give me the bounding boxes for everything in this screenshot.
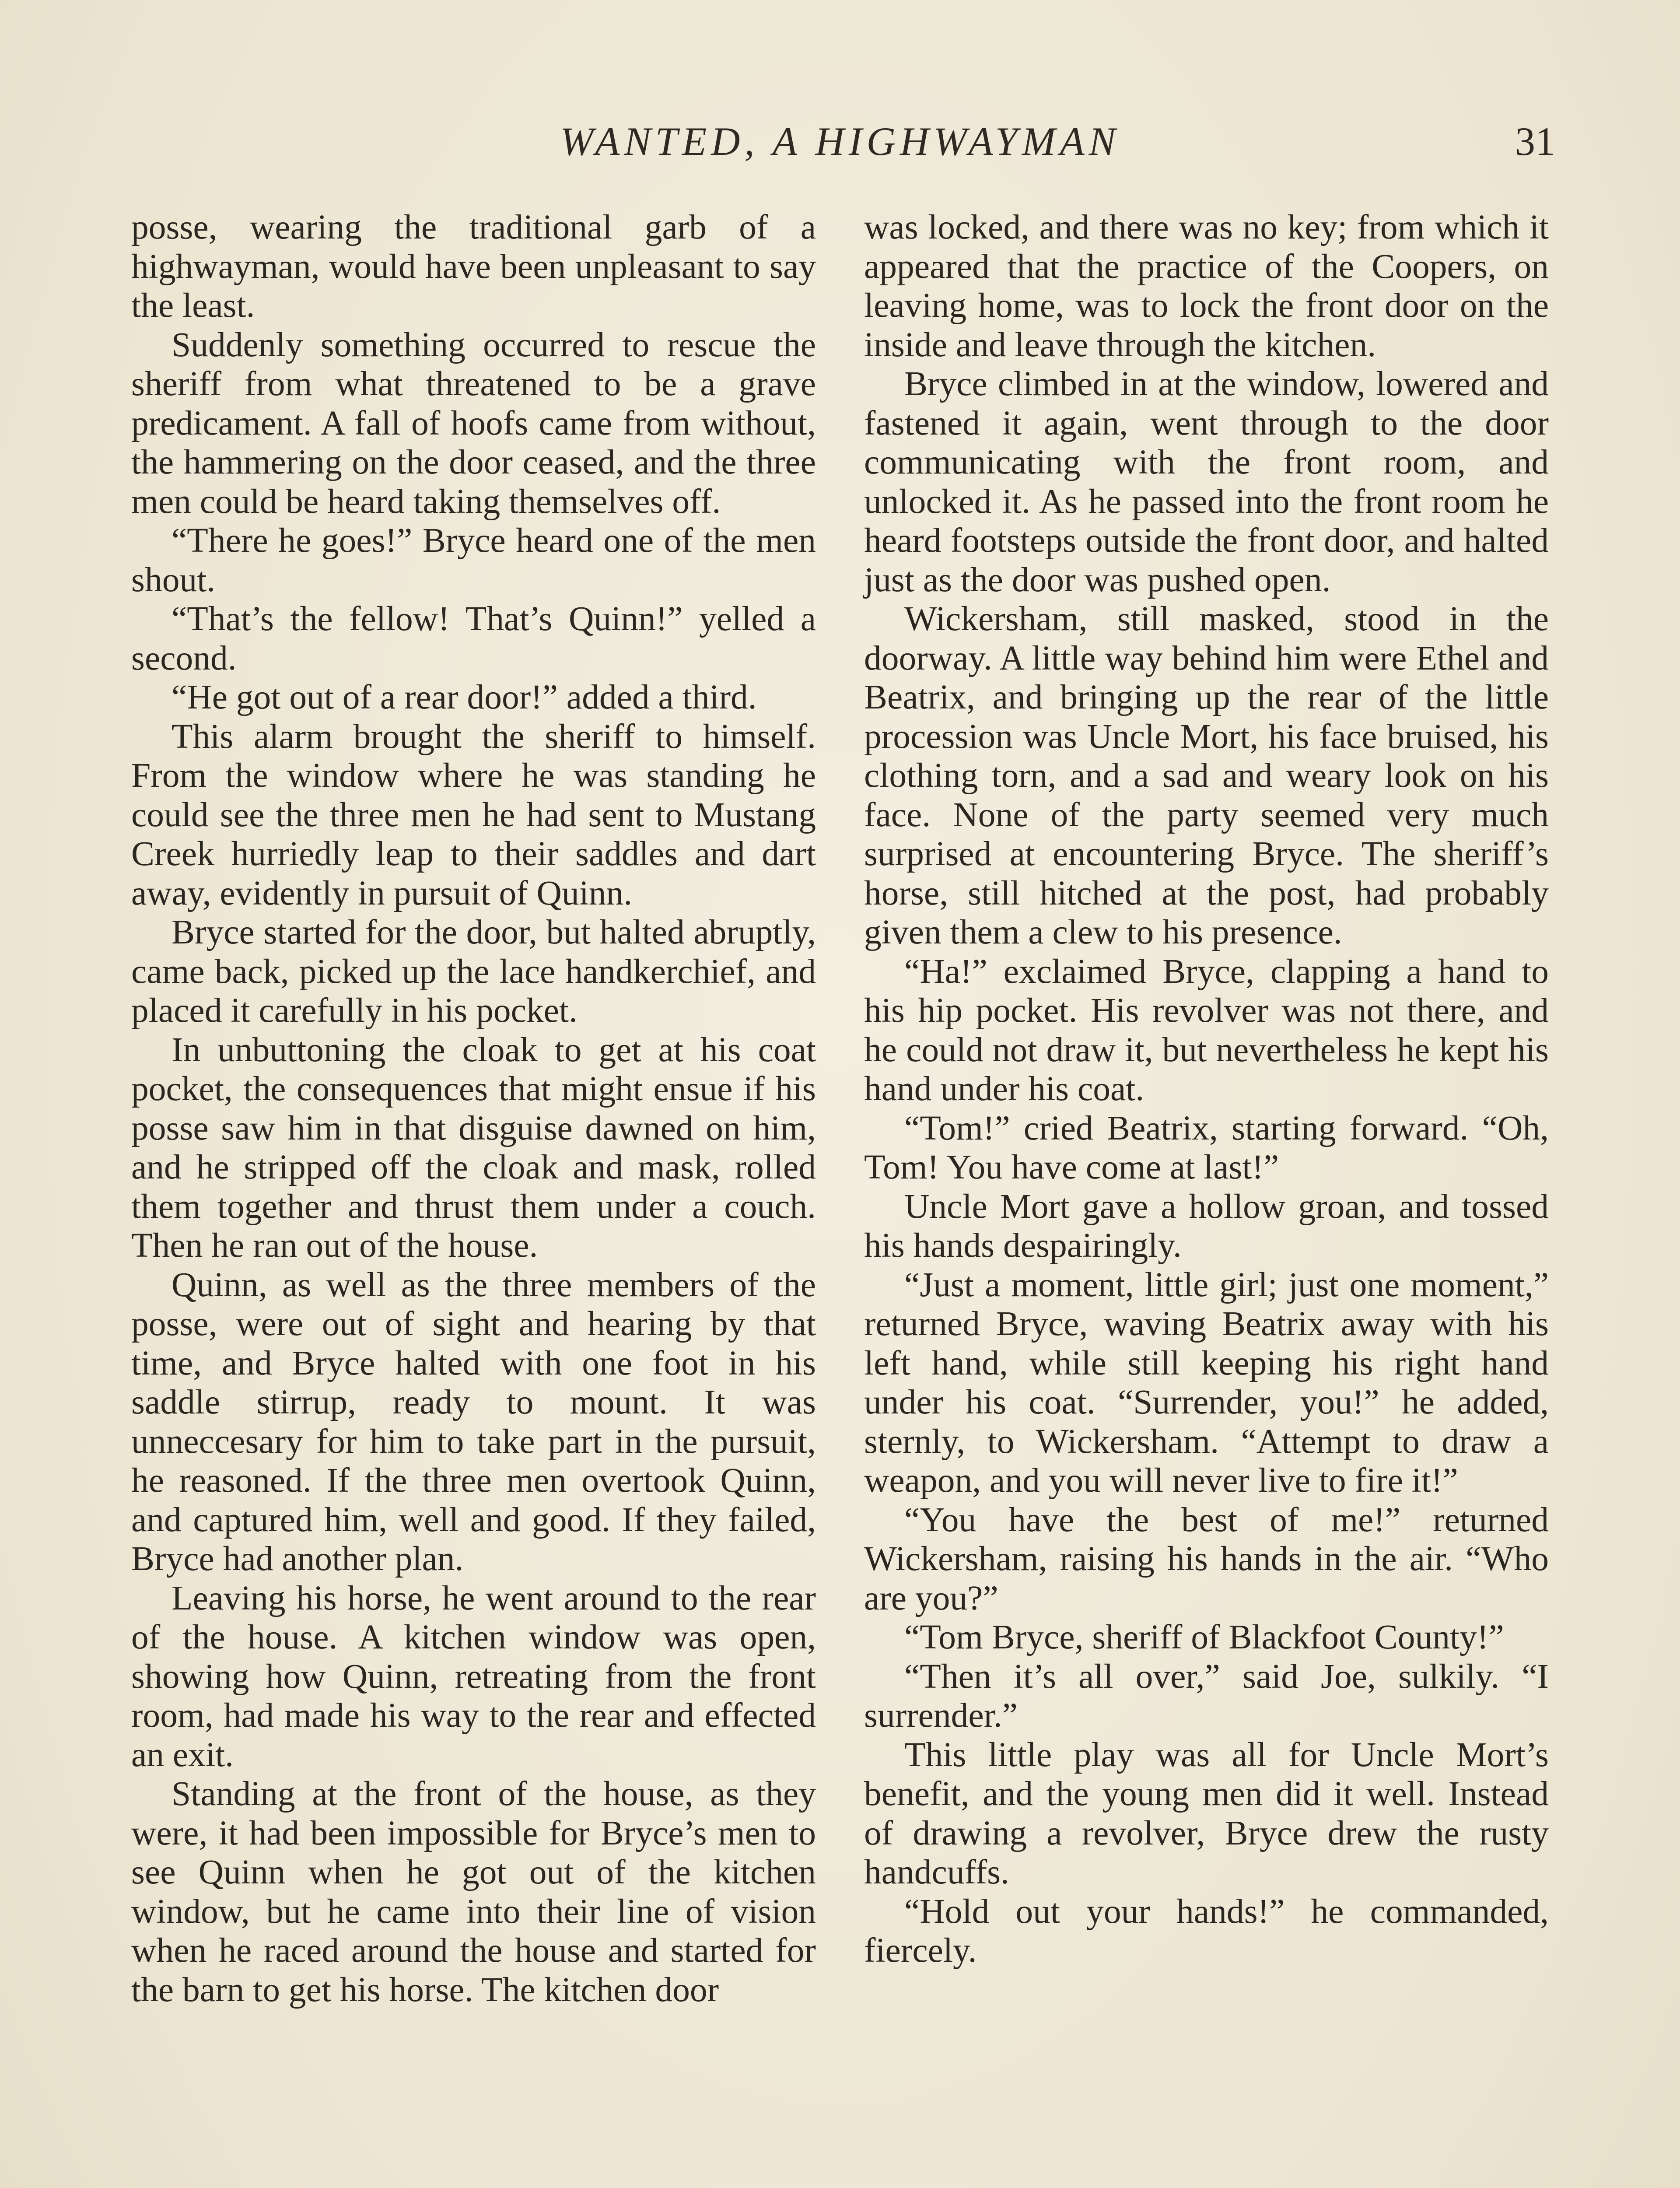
- right-column: [864, 208, 1549, 1971]
- paragraph: Wickersham, still masked, stood in the doorway. A little way behind him were Ethel and Beatrix, and bringing up the rear of the little procession was Uncle Mort, his face bruised, his clothing torn, and a sad and weary look on his face. None of the party seemed very much surprised at encountering Bryce. The sheriff’s horse, still hitched at the post, had probably given them a clew to his presence.: [864, 600, 1549, 951]
- paragraph: “Ha!” exclaimed Bryce, clapping a hand to his hip pocket. His revolver was not there, and he could not draw it, but nevertheless he kept his hand under his coat.: [864, 952, 1549, 1108]
- paragraph: “He got out of a rear door!” added a third.: [172, 678, 757, 716]
- running-title: WANTED, A HIGHWAYMAN: [560, 119, 1120, 164]
- paragraph: This little play was all for Uncle Mort’s benefit, and the young men did it well. Instead of drawing a revolver, Bryce drew the rusty handcuffs.: [864, 1735, 1549, 1891]
- paragraph: “Tom Bryce, sheriff of Blackfoot County!”: [904, 1618, 1504, 1656]
- paragraph: Leaving his horse, he went around to the rear of the house. A kitchen window was open, showing how Quinn, retreating from the front room, had made his way to the rear and effected an exit.: [131, 1578, 816, 1774]
- page-number: 31: [1515, 119, 1555, 164]
- paragraph: Uncle Mort gave a hollow groan, and tossed his hands despairingly.: [864, 1187, 1549, 1265]
- paragraph: This alarm brought the sheriff to himself. From the window where he was standing he could see the three men he had sent to Mustang Creek hurriedly leap to their saddles and dart away, evidently in pursuit of Quinn.: [131, 717, 816, 912]
- paragraph: “Hold out your hands!” he commanded, fiercely.: [864, 1892, 1549, 1970]
- paragraph: “That’s the fellow! That’s Quinn!” yelled a second.: [131, 600, 816, 677]
- paragraph: Bryce started for the door, but halted abruptly, came back, picked up the lace handkerchief, and placed it carefully in his pocket.: [131, 913, 816, 1030]
- paragraph: posse, wearing the traditional garb of a highwayman, would have been unpleasant to say the least.: [131, 208, 816, 325]
- paragraph: was locked, and there was no key; from which it appeared that the practice of the Coopers, on leaving home, was to lock the front door on the inside and leave through the kitchen.: [864, 208, 1549, 364]
- paragraph: Bryce climbed in at the window, lowered and fastened it again, went through to the door communicating with the front room, and unlocked it. As he passed into the front room he heard footsteps outside the front door, and halted just as the door was pushed open.: [864, 365, 1549, 599]
- left-column: [131, 208, 816, 2009]
- paragraph: Quinn, as well as the three members of the posse, were out of sight and hearing by that time, and Bryce halted with one foot in his saddle stirrup, ready to mount. It was unneccesary for him to take part in the pursuit, he reasoned. If the three men overtook Quinn, and captured him, well and good. If they failed, Bryce had another plan.: [131, 1265, 816, 1578]
- paragraph: “There he goes!” Bryce heard one of the men shout.: [131, 521, 816, 599]
- paragraph: “Then it’s all over,” said Joe, sulkily. “I surrender.”: [864, 1657, 1549, 1735]
- paragraph: In unbuttoning the cloak to get at his coat pocket, the consequences that might ensue if his posse saw him in that disguise dawned on him, and he stripped off the cloak and mask, rolled them together and thrust them under a couch. Then he ran out of the house.: [131, 1030, 816, 1265]
- paragraph: Standing at the front of the house, as they were, it had been impossible for Bryce’s men to see Quinn when he got out of the kitchen window, but he came into their line of vision when he raced around the house and started for the barn to get his horse. The kitchen door: [131, 1774, 816, 2009]
- paragraph: “You have the best of me!” returned Wickersham, raising his hands in the air. “Who are you?”: [864, 1500, 1549, 1617]
- paragraph: “Tom!” cried Beatrix, starting forward. “Oh, Tom! You have come at last!”: [864, 1108, 1549, 1186]
- paragraph: “Just a moment, little girl; just one moment,” returned Bryce, waving Beatrix away with his left hand, while still keeping his right hand under his coat. “Surrender, you!” he added, sternly, to Wickersham. “Attempt to draw a weapon, and you will never live to fire it!”: [864, 1265, 1549, 1500]
- paragraph: Suddenly something occurred to rescue the sheriff from what threatened to be a grave predicament. A fall of hoofs came from without, the hammering on the door ceased, and the three men could be heard taking themselves off.: [131, 325, 816, 521]
